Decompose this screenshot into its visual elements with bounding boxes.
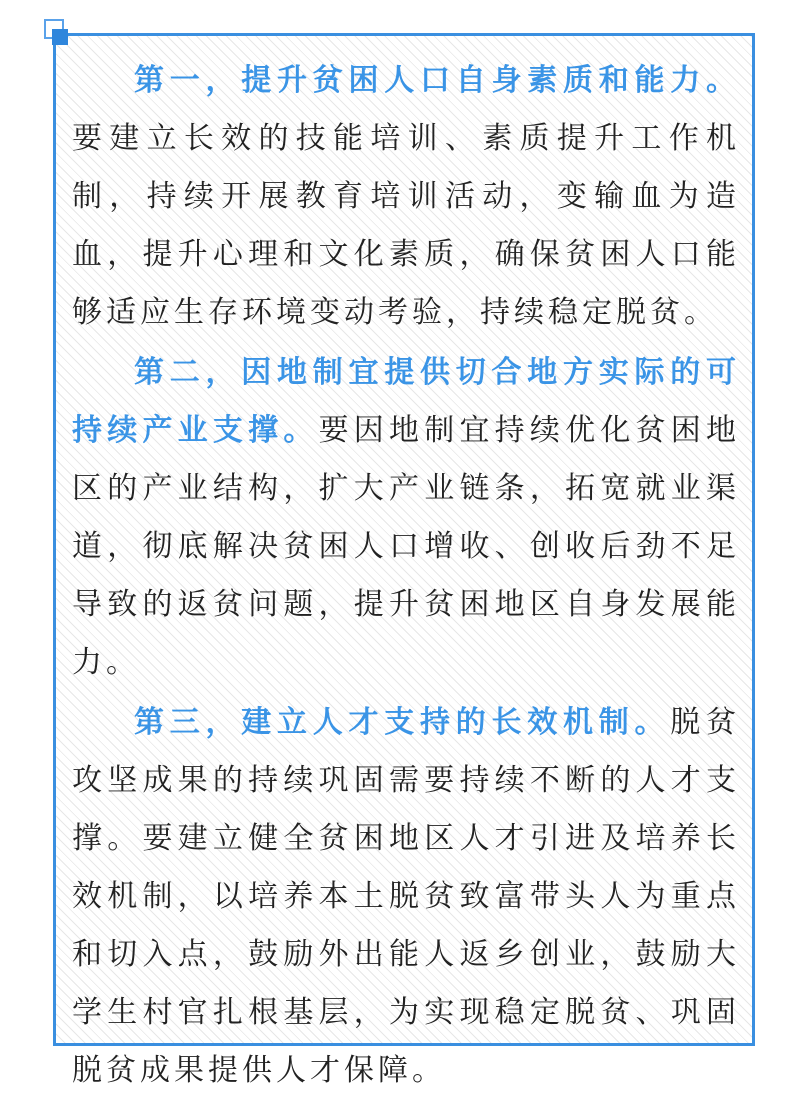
paragraph-2-heading: 第二，因地制宜提供切合地方实际的可持续产业支撑。 xyxy=(72,355,740,448)
paragraph-3-text: 脱贫攻坚成果的持续巩固需要持续不断的人才支撑。要建立健全贫困地区人才引进及培养长效机制，以培养本土脱贫致富带头人为重点和切入点，鼓励外出能人返乡创业，鼓励大学生村官扎根基层，为实现稳定脱贫、巩固脱贫成果提供人才保障。 xyxy=(72,705,740,1088)
paragraph-2-text: 要因地制宜持续优化贫困地区的产业结构，扩大产业链条，拓宽就业渠道，彻底解决贫困人口增收、创收后劲不足导致的返贫问题，提升贫困地区自身发展能力。 xyxy=(72,413,741,680)
corner-decoration-square xyxy=(52,29,68,45)
paragraph-1-text: 要建立长效的技能培训、素质提升工作机制，持续开展教育培训活动，变输血为造血，提升心理和文化素质，确保贫困人口能够适应生存环境变动考验，持续稳定脱贫。 xyxy=(72,121,740,330)
paragraph-1 xyxy=(72,52,740,342)
paragraph-1-heading: 第一，提升贫困人口自身素质和能力。 xyxy=(134,63,740,98)
article-body xyxy=(72,52,740,1102)
paragraph-2 xyxy=(72,344,740,692)
paragraph-3 xyxy=(72,694,740,1100)
paragraph-3-heading: 第三，建立人才支持的长效机制。 xyxy=(134,705,671,740)
